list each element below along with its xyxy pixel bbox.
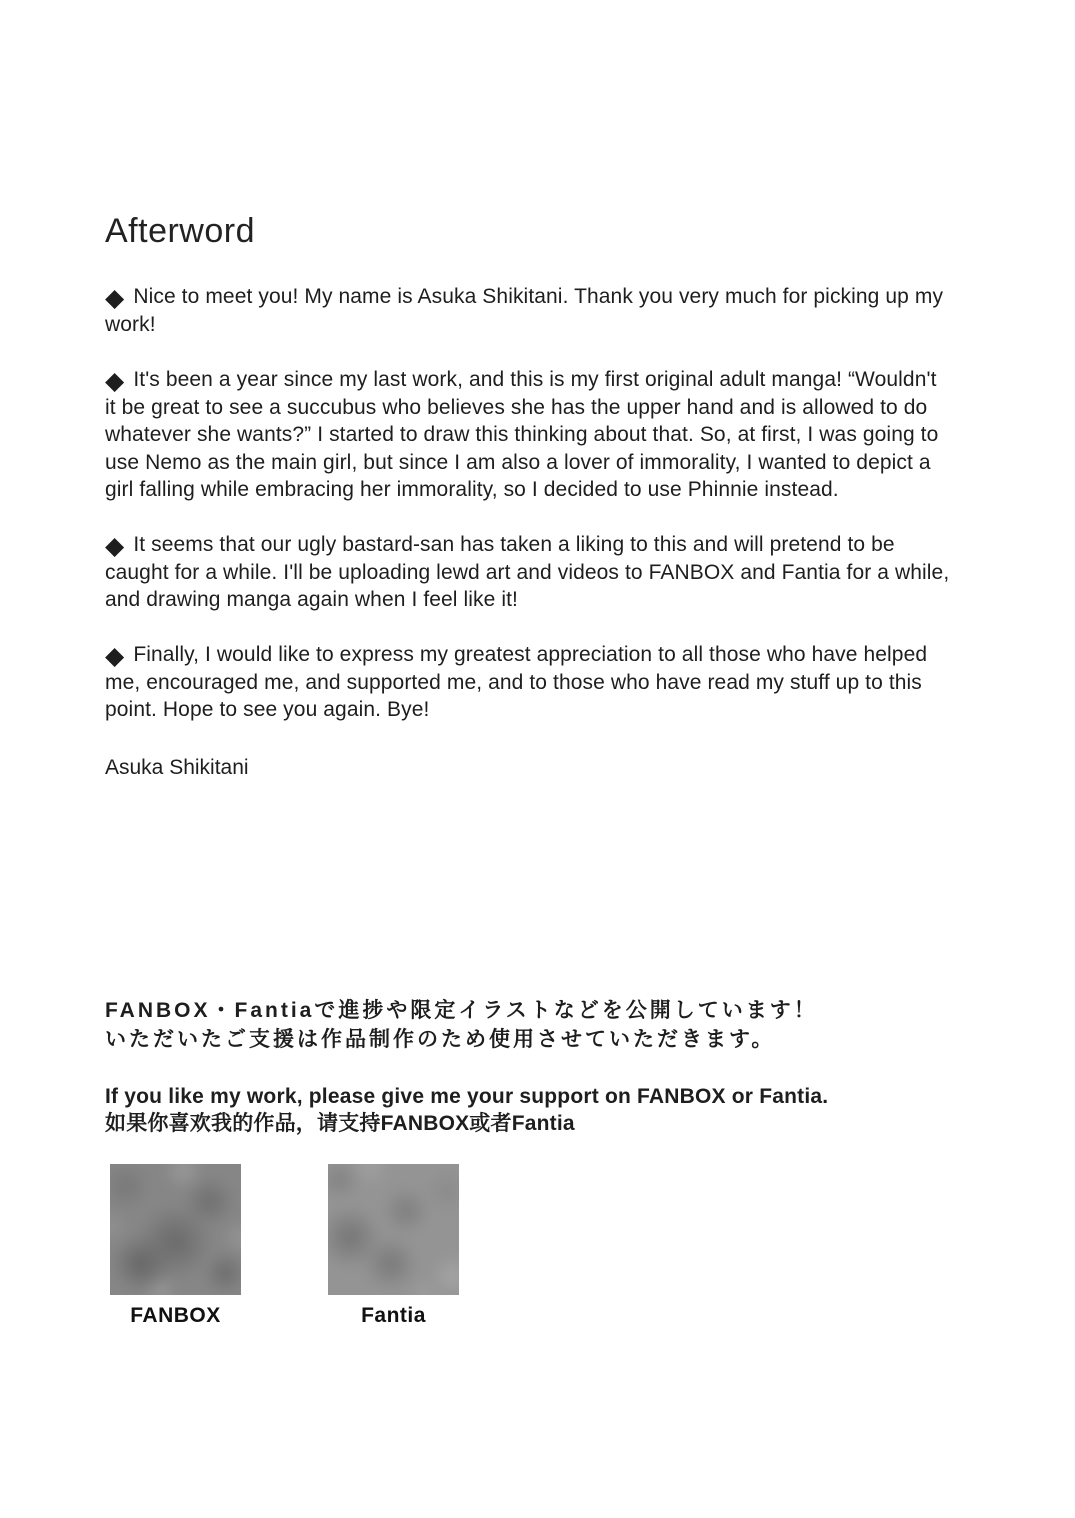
support-section [105,996,1005,1137]
fantia-qr-figure [328,1164,459,1328]
support-jp-line-2: いただいたご支援は作品制作のため使用させていただきます。 [105,1028,776,1051]
afterword-paragraph [105,641,953,724]
fanbox-qr-blur-texture [110,1164,241,1295]
support-cn-line: 如果你喜欢我的作品，请支持FANBOX或者Fantia [105,1112,575,1135]
paragraph-text: Nice to meet you! My name is Asuka Shikitani. Thank you very much for picking up my work! [105,285,944,336]
diamond-bullet-icon: ◆ [105,531,125,560]
author-signature: Asuka Shikitani [105,755,249,779]
fanbox-qr-label: FANBOX [130,1304,221,1327]
afterword-paragraph [105,283,953,339]
diamond-bullet-icon: ◆ [105,284,125,312]
fantia-qr-blur-texture [328,1164,459,1295]
qr-code-row [110,1164,459,1328]
paragraph-text: It seems that our ugly bastard-san has taken a liking to this and will pretend to be caught for a while. I'll be uploading lewd art and videos to FANBOX and Fantia for a while, and drawing manga again when I feel like it! [105,532,950,611]
fanbox-qr-image [110,1164,241,1295]
afterword-section [105,212,953,781]
fanbox-qr-figure [110,1164,241,1328]
diamond-bullet-icon: ◆ [105,366,125,395]
page-title: Afterword [105,212,255,250]
paragraph-text: Finally, I would like to express my greatest appreciation to all those who have helped me, encouraged me, and supported me, and to those who have read my stuff up to this point. Hope to see you again. Bye! [105,642,928,721]
support-intl-block [105,1083,1005,1137]
afterword-paragraph [105,366,953,504]
afterword-paragraph [105,531,953,614]
fantia-qr-label: Fantia [361,1304,426,1327]
support-jp-line-1: FANBOX・Fantiaで進捗や限定イラストなどを公開しています！ [105,999,818,1022]
fantia-qr-image [328,1164,459,1295]
paragraph-text: It's been a year since my last work, and this is my first original adult manga! “Wouldn't it be great to see a succubus who believes she has the upper hand and is allowed to do whatever she wants?” I started to draw this thinking about that. So, at first, I was going to use Nemo as the main girl, but since I am also a lover of immorality, I wanted to depict a girl falling while embracing her immorality, so I decided to use Phinnie instead. [105,367,939,501]
support-en-line: If you like my work, please give me your support on FANBOX or Fantia. [105,1085,829,1108]
diamond-bullet-icon: ◆ [105,641,125,670]
